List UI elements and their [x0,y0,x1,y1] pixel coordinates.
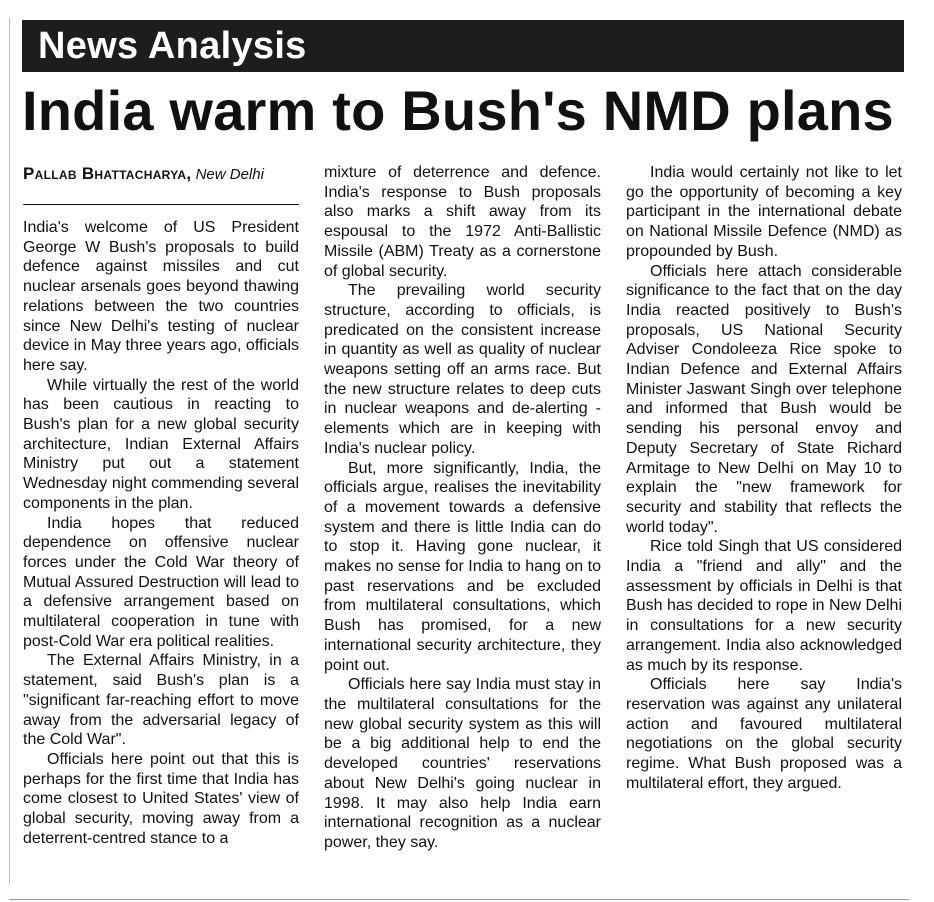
byline-rule [23,204,299,205]
paragraph: But, more significantly, India, the officials argue, realises the inevitability of a movement towards a defensive system and there is little India can do to stop it. Having gone nuclear, it makes no sense for India to hang on to past reservations and be excluded from multilateral consultations, which Bush has promised, for a new international security architecture, they point out. [324,459,601,674]
left-column-rule [9,18,10,884]
paragraph: Officials here say India's reservation was against any unilateral action and favoured multilateral negotiations on the global security regime. What Bush proposed was a multilateral effort, they argued. [626,676,902,792]
paragraph: India would certainly not like to let go the opportunity of becoming a key participant in the international debate on National Missile Defence (NMD) as propounded by Bush. [626,164,902,260]
article-column-3 [626,163,902,794]
paragraph: Officials here say India must stay in the multilateral consultations for the new global security system as this will be a big additional help to end the developed countries' reservations about New Delhi's going nuclear in 1998. It may also help India earn international recognition as a nuclear power, they say. [324,676,601,851]
paragraph: While virtually the rest of the world has been cautious in reacting to Bush's plan for a new global security architecture, Indian External Affairs Ministry put out a statement Wednesday night commending several components in the plan. [23,376,299,512]
byline-place: New Delhi [195,166,264,183]
paragraph: mixture of deterrence and defence. India's response to Bush proposals also marks a shift away from its espousal to the 1972 Anti-Ballistic Missile (ABM) Treaty as a cornerstone of global security. [324,164,601,280]
paragraph: The prevailing world security structure, according to officials, is predicated on the consistent increase in quantity as well as quality of nuclear weapons setting off an arms race. But the new structure relates to deep cuts in nuclear weapons and de-alerting - elements which are in keeping with India's nuclear policy. [324,282,601,457]
paragraph: Rice told Singh that US considered India a "friend and ally" and the assessment by officials in Delhi is that Bush has decided to rope in New Delhi in consultations for a new security arrangement. India also acknowledged as much by its response. [626,538,902,674]
byline-author: Pallab Bhattacharya, [23,164,192,183]
article-column-2 [324,163,601,853]
paragraph: India hopes that reduced dependence on offensive nuclear forces under the Cold War theory of Mutual Assured Destruction will lead to a defensive arrangement based on multilateral cooperation in tune with post-Cold War era political realities. [23,514,299,650]
paragraph: Officials here point out that this is perhaps for the first time that India has come closest to United States' view of global security, moving away from a deterrent-centred stance to a [23,750,299,847]
byline [23,165,301,184]
paragraph: Officials here attach considerable significance to the fact that on the day India reacted positively to Bush's proposals, US National Security Adviser Condoleeza Rice spoke to Indian Defence and External Affairs Minister Jaswant Singh over telephone and informed that Bush would be sending his personal envoy and Deputy Secretary of State Richard Armitage to New Delhi on May 10 to explain the "new framework for security and stability that reflects the world today". [626,262,902,536]
paragraph: India's welcome of US President George W Bush's proposals to build defence against missiles and cut nuclear arsenals goes beyond thawing relations between the two countries since New Delhi's testing of nuclear device in May three years ago, officials here say. [23,219,299,374]
section-label: News Analysis [38,25,307,67]
bottom-rule [9,899,909,900]
section-banner [22,20,904,72]
paragraph: The External Affairs Ministry, in a statement, said Bush's plan is a "significant far-reaching effort to move away from the adversarial legacy of the Cold War". [23,652,299,749]
headline: India warm to Bush's NMD plans [22,79,894,142]
article-column-1 [23,218,299,849]
